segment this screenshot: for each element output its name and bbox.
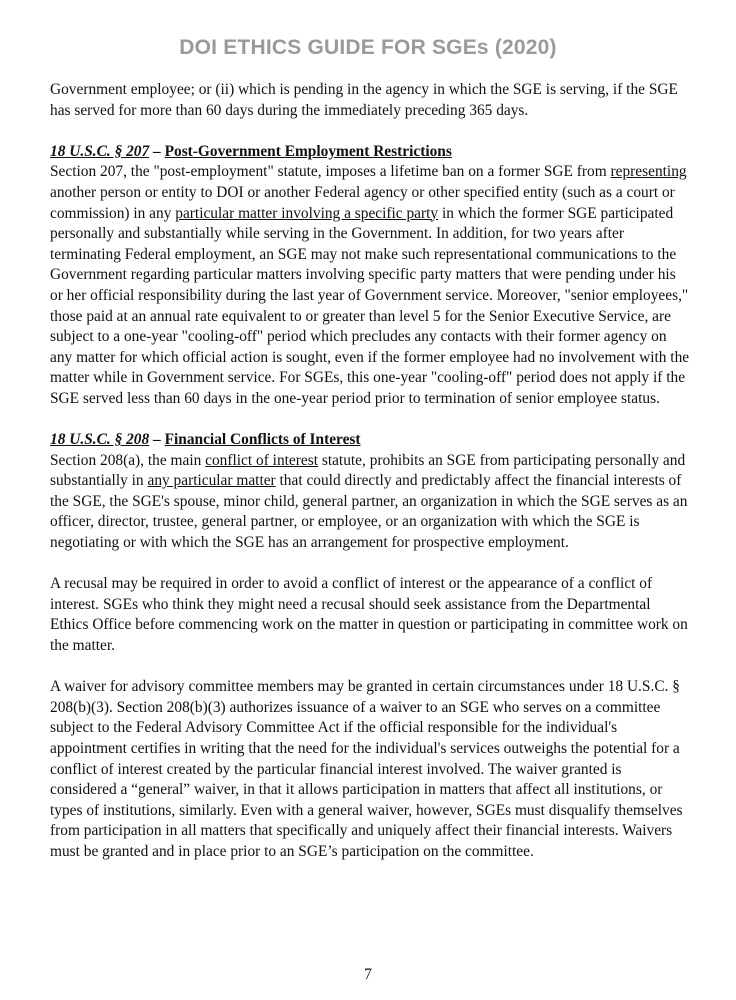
text-run: statute, prohibits an SGE from participating personally and substantially in bbox=[50, 451, 686, 490]
page-header: DOI ETHICS GUIDE FOR SGEs (2020) bbox=[179, 36, 557, 59]
page-number: 7 bbox=[364, 966, 372, 983]
section-208-title: Financial Conflicts of Interest bbox=[164, 431, 361, 449]
text-run: in which the former SGE participated personally and substantially while serving in the Government. In addition, for two years after terminating Federal employment, an SGE may not make such representational communications to the Government regarding particular matters involving specific party matters that were pending under his or her official responsibility during the last year of Government service. Moreover, "senior employees," those paid at an annual rate equivalent to or greater than level 5 for the Senior Executive Service, are subject to a one-year "cooling-off" period which precludes any contacts with their former agency on any matter for which official action is sought, even if the former employee had no involvement with the matter while in Government service. For SGEs, this one-year "cooling-off" period does not apply if the SGE served less than 60 days in the one-year period prior to termination of senior employee status. bbox=[50, 204, 690, 407]
section-208-dash: – bbox=[149, 431, 165, 449]
intro-paragraph: Government employee; or (ii) which is pending in the agency in which the SGE is serving, if the SGE has served for more than 60 days during the immediately preceding 365 days. bbox=[50, 81, 678, 119]
recusal-paragraph: A recusal may be required in order to avoid a conflict of interest or the appearance of a conflict of interest. SGEs who think they might need a recusal should seek assistance from the Departmental Ethics Office before commencing work on the matter in question or participating in committee work on the matter. bbox=[50, 575, 688, 655]
text-run: Section 208(a), the main bbox=[50, 451, 206, 469]
specific-party-link[interactable]: particular matter involving a specific party bbox=[175, 204, 439, 222]
page-body bbox=[50, 80, 690, 863]
section-207-paragraph bbox=[50, 162, 690, 409]
section-207-dash: – bbox=[149, 142, 165, 160]
section-208-paragraph bbox=[50, 451, 690, 554]
waiver-paragraph: A waiver for advisory committee members may be granted in certain circumstances under 18 U.S.C. § 208(b)(3). Section 208(b)(3) authorizes issuance of a waiver to an SGE who serves on a committee subject to the Federal Advisory Committee Act if the official responsible for the individual's appointment certifies in writing that the need for the individual's services outweighs the potential for a conflict of interest created by the particular financial interest involved. The waiver granted is considered a “general” waiver, in that it allows participation in matters that affect all institutions, or types of institutions, similarly. Even with a general waiver, however, SGEs must disqualify themselves from participation in all matters that specifically and uniquely affect their financial interests. Waivers must be granted and in place prior to an SGE’s participation on the committee. bbox=[50, 678, 683, 860]
particular-matter-link[interactable]: any particular matter bbox=[147, 472, 276, 490]
section-207-citation: 18 U.S.C. § 207 bbox=[50, 142, 150, 160]
conflict-of-interest-link[interactable]: conflict of interest bbox=[205, 451, 318, 469]
section-208-heading bbox=[50, 430, 690, 451]
text-run: that could directly and predictably affect the financial interests of the SGE, the SGE's spouse, minor child, general partner, an organization in which the SGE serves as an officer, director, trustee, general partner, or employee, or an organization with which the SGE is negotiating or with which the SGE has an arrangement for prospective employment. bbox=[50, 472, 688, 552]
section-208-citation: 18 U.S.C. § 208 bbox=[50, 431, 150, 449]
representing-link[interactable]: representing bbox=[610, 163, 687, 181]
section-207-heading bbox=[50, 142, 690, 163]
text-run: another person or entity to DOI or another Federal agency or other specified entity (such as a court or commission) in any bbox=[50, 183, 675, 222]
text-run: Section 207, the "post-employment" statute, imposes a lifetime ban on a former SGE from bbox=[50, 163, 611, 181]
section-207-title: Post-Government Employment Restrictions bbox=[164, 142, 452, 160]
